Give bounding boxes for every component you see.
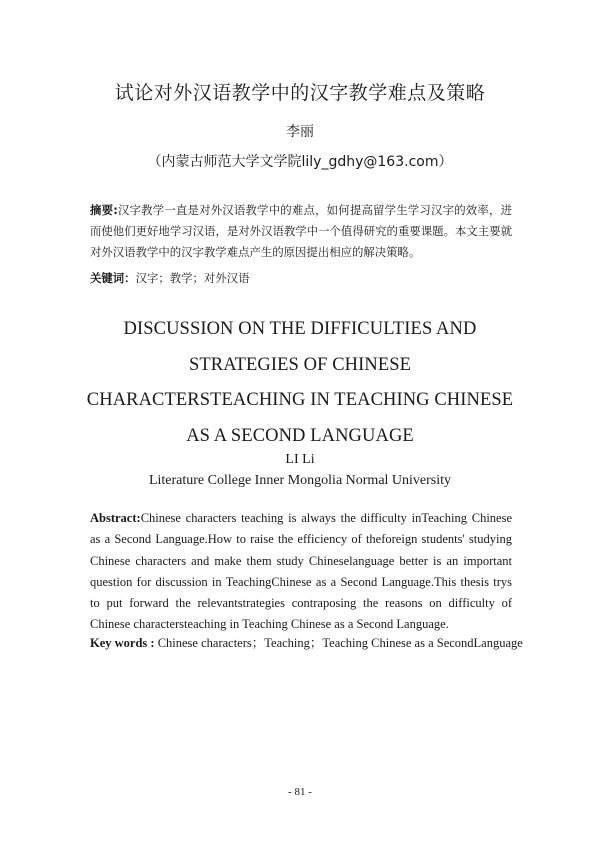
english-abstract-label: Abstract: [90, 511, 141, 525]
page-number: - 81 - [288, 786, 312, 798]
chinese-abstract [90, 200, 512, 263]
english-title-line: DISCUSSION ON THE DIFFICULTIES AND [123, 319, 477, 339]
chinese-author: 李丽 [286, 124, 314, 140]
english-title [60, 312, 540, 454]
chinese-keywords-text: 汉字；教学；对外汉语 [135, 271, 250, 285]
english-title-line: AS A SECOND LANGUAGE [186, 425, 414, 446]
chinese-affiliation: （内蒙古师范大学文学院lily_gdhy@163.com） [147, 154, 453, 170]
english-keywords-text: Chinese characters；Teaching；Teaching Chinese as a SecondLanguage [154, 636, 523, 650]
chinese-abstract-text: 汉字教学一直是对外汉语教学中的难点，如何提高留学生学习汉字的效率，进而使他们更好地学习汉语，是对外汉语教学中一个值得研究的重要课题。本文主要就对外汉语教学中的汉字教学难点产生的原因提出相应的解决策略。 [90, 203, 512, 259]
chinese-title: 试论对外汉语教学中的汉字教学难点及策略 [114, 82, 486, 104]
chinese-keywords-label: 关键词： [90, 271, 136, 285]
chinese-abstract-label: 摘要: [90, 203, 118, 217]
english-title-line: STRATEGIES OF CHINESE [188, 354, 412, 375]
english-title-line: CHARACTERSTEACHING IN TEACHING CHINESE [86, 390, 514, 410]
english-keywords [90, 633, 530, 651]
chinese-keywords [90, 270, 512, 286]
english-author: LI Li [285, 452, 315, 467]
english-abstract-text: Chinese characters teaching is always the difficulty inTeaching Chinese as a Second Language.How to raise the efficiency of theforeign students' studying Chinese characters and make them study Chineselanguage better is an important question for discussion in TeachingChinese as a Second Language.This thesis trys to put forward the relevantstrategies contraposing the reasons on difficulty of Chinese charactersteaching in Teaching Chinese as a Second Language. [90, 511, 512, 632]
english-abstract [90, 508, 512, 636]
english-affiliation: Literature College Inner Mongolia Normal University [148, 473, 452, 488]
english-keywords-label: Key words : [90, 636, 155, 650]
